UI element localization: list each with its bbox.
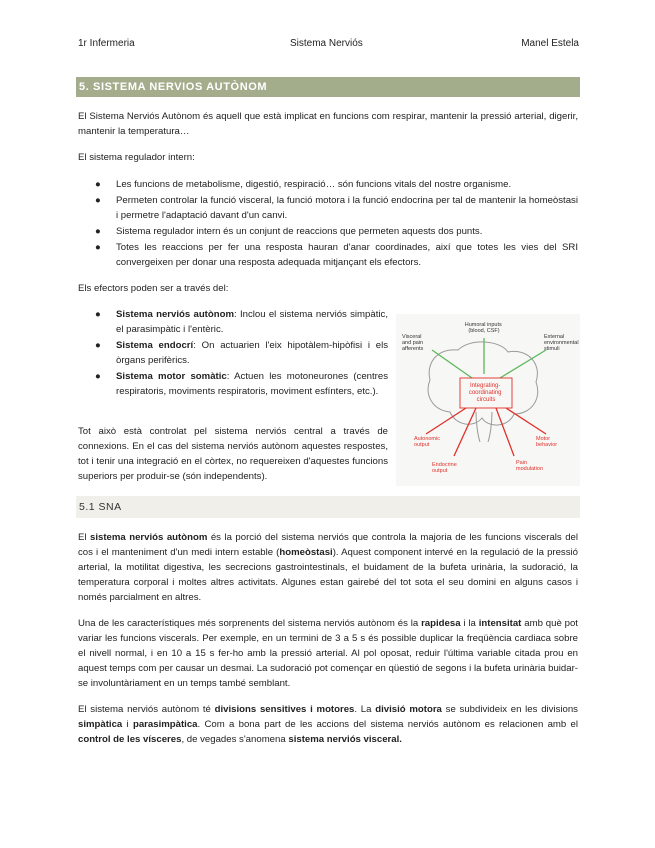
- endocrine-label: Endocrine output: [432, 462, 457, 474]
- list-item: ● Totes les reaccions per fer una resposta hauran d'anar coordinades, així que totes les vies del SRI convergeixen per donar una resposta adequada mitjançant els efectors.: [95, 242, 578, 268]
- brainstem-outline: [476, 412, 492, 442]
- sna-paragraph-3: El sistema nerviós autònom té divisions sensitives i motores. La divisió motora se subdivideix en les divisions simpàtica i parasimpàtica. Com a bona part de les accions del sistema nerviós autònom es relacionen amb el control de les vísceres, de vegades s'anomena sistema nerviós visceral.: [78, 704, 578, 745]
- integration-diagram: [396, 314, 580, 486]
- integrating-label: Integrating- coordinating circuits: [468, 383, 502, 403]
- bullet-icon: ●: [95, 309, 101, 320]
- header-author: Manel Estela: [521, 38, 579, 49]
- visceral-label: Visceral and pain afferents: [402, 334, 424, 352]
- header-course: 1r Infermeria: [78, 38, 135, 49]
- intro-paragraph: El Sistema Nerviós Autònom és aquell que està implicat en funcions com respirar, mantenir la pressió arterial, digerir, mantenir la temperatura…: [78, 111, 578, 137]
- humoral-label: Humoral inputs (blood, CSF): [464, 322, 502, 334]
- visceral-arrow: [432, 350, 472, 378]
- pain-arrow: [496, 408, 514, 456]
- sri-intro: El sistema regulador intern:: [78, 152, 195, 163]
- bullet-icon: ●: [95, 226, 101, 237]
- list-item: ● Permeten controlar la funció visceral, la funció motora i la funció endocrina per tal de mantenir la homeòstasi i permetre l'adaptació davant d'un canvi.: [95, 195, 578, 221]
- bullet-icon: ●: [95, 195, 101, 206]
- header-subject: Sistema Nerviós: [290, 38, 363, 49]
- list-item: ● Sistema motor somàtic: Actuen les motoneurones (centres respiratoris, moviments respiratoris, moviment esfínters, etc.).: [95, 371, 388, 397]
- sna-paragraph-2: Una de les característiques més sorprenents del sistema nerviós autònom és la rapidesa i la intensitat amb què pot variar les funcions viscerals. Per exemple, en un termini de 3 a 5 s és possible duplicar la freqüència cardiaca sobre el nivell normal, i en 10 a 15 s fer-ho amb la pressió arterial. Al pol oposat, reduir l'última variable citada prou en aquest temps com per causar un desmai. La sudoració pot començar en qüestió de segons i la bufeta urinària buidar-se involuntàriament en un temps també semblant.: [78, 618, 578, 689]
- list-item: ● Sistema endocrí: On actuarien l'eix hipotàlem-hipòfisi i els òrgans perifèrics.: [95, 340, 388, 366]
- autonomic-arrow: [426, 408, 466, 434]
- subsection-title: 5.1 SNA: [76, 496, 580, 518]
- bullet-icon: ●: [95, 371, 101, 382]
- sna-paragraph-1: El sistema nerviós autònom és la porció del sistema nerviós que controla la majoria de les funcions viscerals del cos i el manteniment d'un medi intern estable (homeòstasi). Aquest component intervé en la regulació de la pressió arterial, la motilitat digestiva, les secrecions gastrointestinals, el buidament de la bufeta urinària, la sudoració, la temperatura corporal i moltes altres activitats. Algunes estan gairebé del tot sota el seu domini en alguns casos i només parcialment en altres.: [78, 532, 578, 603]
- motor-label: Motor behavior: [536, 436, 558, 448]
- list-item: ● Les funcions de metabolisme, digestió, respiració… són funcions vitals del nostre organisme.: [95, 179, 512, 190]
- control-paragraph: Tot això està controlat pel sistema nerviós central a través de connexions. En el cas del sistema nerviós autònom aquestes respostes, tot i tenir una integració en el còrtex, no requereixen d'aquestes funcions superiors per produir-se (són independents).: [78, 426, 388, 482]
- external-label: External environmental stimuli: [544, 334, 579, 352]
- sri-bullet-list: [78, 177, 578, 271]
- brain-diagram-svg: [396, 314, 580, 486]
- effectors-list: [78, 307, 388, 400]
- effectors-intro: Els efectors poden ser a través del:: [78, 283, 229, 294]
- autonomic-label: Autonomic output: [414, 436, 440, 448]
- list-item: ● Sistema nerviós autònom: Inclou el sistema nerviós simpàtic, el parasimpàtic i l'entèric.: [95, 309, 388, 335]
- pain-label: Pain modulation: [516, 460, 543, 472]
- external-arrow: [500, 350, 546, 378]
- list-item: ● Sistema regulador intern és un conjunt de reaccions que permeten aquests dos punts.: [95, 226, 483, 237]
- motor-arrow: [506, 408, 546, 434]
- bullet-icon: ●: [95, 340, 101, 351]
- bullet-icon: ●: [95, 242, 101, 253]
- bullet-icon: ●: [95, 179, 101, 190]
- section-title: 5. SISTEMA NERVIOS AUTÒNOM: [76, 77, 580, 97]
- endocrine-arrow: [454, 408, 476, 456]
